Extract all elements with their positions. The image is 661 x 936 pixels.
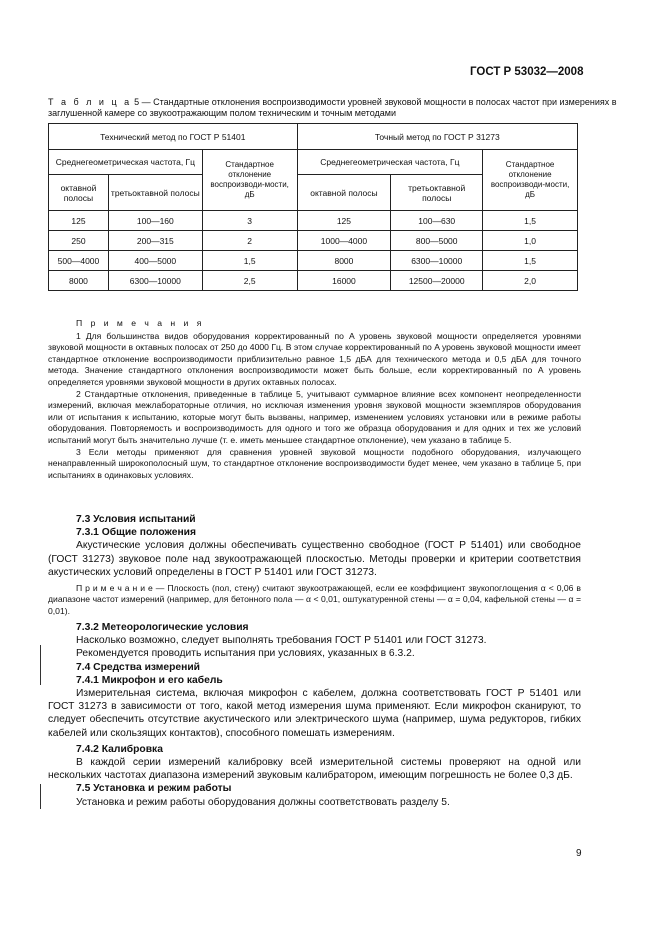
table-cell: 1000—4000 [297,231,391,251]
paragraph: Установка и режим работы оборудования должны соответствовать разделу 5. [76,796,450,808]
table-cell: 6300—10000 [108,271,202,291]
table-cell: 1,5 [483,251,578,271]
note-2: 2 Стандартные отклонения, приведенные в таблице 5, учитывают суммарное влияние всех компонент неопределенности измерений, включая межлабораторные отличия, но исключая изменения уровня звуковой мощности экземпляров оборудования или от испытания к испытанию, которые могут быть вызваны, например, изменением условиях установки или в режиме работы оборудования. Повторяемость и воспроизводимость для одного и того же образца оборудования и для одних и тех же условий испытаний могут быть значительно лучше (т. е. иметь меньшее стандартное отклонение), чем указано в таблице 5. [48,388,581,445]
section-heading: 7.4.1 Микрофон и его кабель [76,674,223,686]
table-row [49,211,578,231]
table-row [49,231,578,251]
table-caption-text: 5 — Стандартные отклонения воспроизводимости уровней звуковой мощности в полосах частот при измерениях в заглушенной камере со звукоотражающим полом техническим и точным методами [48,97,617,118]
table-notes [48,318,581,481]
table-cell: 125 [297,211,391,231]
paragraph: Измерительная система, включая микрофон с кабелем, должна соответствовать ГОСТ Р 51401 или ГОСТ 31273 в зависимости от того, какой метод измерения шума применяют. Если микрофон сканируют, то следует обеспечить отсутствие акустического или электрического шума (например, шума редукторов, гибких кабелей или скользящих контактов), способного помешать измерениям. [48,687,581,739]
table-row [49,251,578,271]
table-cell: 125 [49,211,109,231]
table-cell: 250 [49,231,109,251]
note-3: 3 Если методы применяют для сравнения уровней звуковой мощности подобного оборудования, излучающего ненаправленный широкополосный шум, то стандартное отклонение воспроизводимости будет менее, чем указано в таблице 5, при испытаниях в одинаковых условиях. [48,446,581,480]
table-cell: 100—160 [108,211,202,231]
section-heading: 7.3.1 Общие положения [76,527,196,539]
table-cell: 16000 [297,271,391,291]
table-row [49,271,578,291]
paragraph: Акустические условия должны обеспечивать существенно свободное (ГОСТ Р 51401) или свободное (ГОСТ 31273) звуковое поле над звукоотражающей плоскостью. Методы проверки и критерии соответствия акустических условий определены в ГОСТ Р 51401 или ГОСТ 31273. [48,540,581,578]
table-cell: 8000 [297,251,391,271]
table-cell: 2,0 [483,271,578,291]
table-cell: 1,0 [483,231,578,251]
section-heading: 7.3 Условия испытаний [76,514,196,525]
paragraph: Насколько возможно, следует выполнять требования ГОСТ Р 51401 или ГОСТ 31273. [76,635,487,647]
table-cell: 1,5 [202,251,297,271]
group-precise-header: Точный метод по ГОСТ Р 31273 [297,124,577,150]
change-bar [40,784,41,809]
third-header-technical: третьоктавной полосы [108,175,202,211]
table-cell: 200—315 [108,231,202,251]
section-heading: 7.3.2 Метеорологические условия [76,621,249,633]
change-bar [40,645,41,685]
table-cell: 2 [202,231,297,251]
paragraph: Рекомендуется проводить испытания при условиях, указанных в 6.3.2. [76,648,415,660]
table-cell: 3 [202,211,297,231]
section-heading: 7.4 Средства измерений [76,661,201,673]
notes-heading: П р и м е ч а н и я [76,318,205,328]
table-cell: 12500—20000 [391,271,483,291]
table-cell: 2,5 [202,271,297,291]
group-technical-header: Технический метод по ГОСТ Р 51401 [49,124,298,150]
section-heading: 7.4.2 Калибровка [76,743,163,755]
table-cell: 8000 [49,271,109,291]
std-header-technical: Стандартное отклонение воспроизводи-мости, дБ [202,150,297,211]
octave-header-technical: октавной полосы [49,175,109,211]
page-number: 9 [576,848,582,859]
freq-header-precise: Среднегеометрическая частота, Гц [297,150,483,175]
third-header-precise: третьоктавной полосы [391,175,483,211]
freq-header-technical: Среднегеометрическая частота, Гц [49,150,203,175]
paragraph: В каждой серии измерений калибровку всей измерительной системы проверяют на одной или нескольких частотах диапазона измерений звуковым калибратором, имеющим погрешность не более 0,3 дБ. [48,756,581,782]
note-paragraph: П р и м е ч а н и е — Плоскость (пол, стену) считают звукоотражающей, если ее коэффициент звукопоглощения α < 0,06 в диапазоне частот измерений (например, для бетонного пола — α < 0,01, оштукатуренной стены — α = 0,04, кафельной стены — α = 0,01). [48,583,581,616]
table-cell: 6300—10000 [391,251,483,271]
table-caption [48,97,623,119]
section-heading: 7.5 Установка и режим работы [76,783,232,795]
table-cell: 1,5 [483,211,578,231]
table-cell: 800—5000 [391,231,483,251]
table-caption-label: Т а б л и ц а [48,97,132,107]
std-header-precise: Стандартное отклонение воспроизводи-мости, дБ [483,150,578,211]
main-text [48,513,581,809]
table-cell: 400—5000 [108,251,202,271]
document-header-code: ГОСТ Р 53032—2008 [470,66,584,78]
table-cell: 100—630 [391,211,483,231]
note-1: 1 Для большинства видов оборудования корректированный по A уровень звуковой мощности определяется уровнями звуковой мощности в октавных полосах от 250 до 4000 Гц. В этом случае корректированный по A уровень звуковой мощности имеет стандартное отклонение воспроизводимости приблизительно равное 1,5 дБА для технического метода и 0,5 дБА для точного метода. Значение стандартного отклонения воспроизводимости может быть больше, если корректированный по A уровень определяется уровнями звуковой мощности в других октавных полосах. [48,330,581,387]
table-cell: 500—4000 [49,251,109,271]
reproducibility-table [48,123,578,291]
octave-header-precise: октавной полосы [297,175,391,211]
